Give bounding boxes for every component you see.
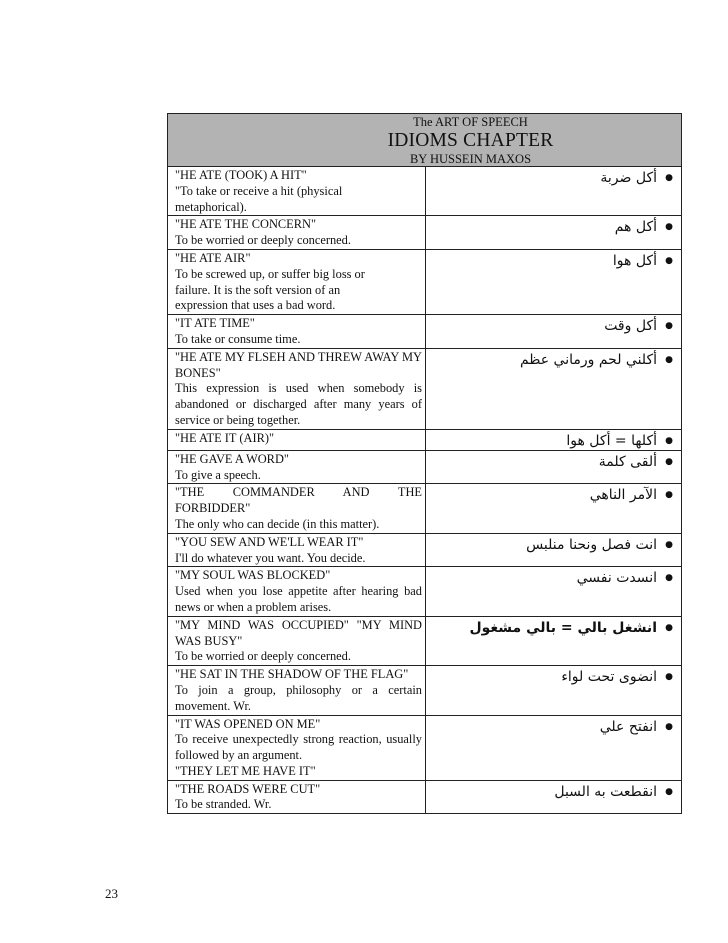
idiom-english-cell [168,249,426,314]
arabic-idiom-line [426,619,681,637]
idiom-row [168,715,681,780]
idiom-arabic-cell [426,429,682,450]
idiom-meaning-text: The only who can decide (in this matter). [175,516,380,531]
idiom-arabic-cell [426,450,682,484]
idiom-arabic-cell [426,348,682,429]
idiom-english-cell [168,666,426,715]
idiom-literal-text: "MY MIND WAS OCCUPIED" "MY MIND WAS BUSY" [175,617,422,648]
arabic-idiom-line [426,218,681,236]
arabic-idiom-text: انضوى تحت لواء [561,669,657,686]
arabic-idiom-line [426,351,681,369]
idiom-english-cell [168,715,426,780]
idiom-meaning-text: To be screwed up, or suffer big loss or [175,266,365,281]
page-number: 23 [105,886,118,901]
idiom-english-cell [168,567,426,616]
idiom-meaning-text: expression that uses a bad word. [175,298,336,313]
idiom-literal-text: "HE ATE THE CONCERN" [175,217,317,232]
idiom-row [168,348,681,429]
arabic-idiom-line [426,486,681,504]
idiom-arabic-cell [426,567,682,616]
idiom-row [168,484,681,533]
idiom-arabic-cell [426,484,682,533]
bullet-icon: ● [665,786,673,797]
idiom-row [168,315,681,349]
idiom-arabic-cell [426,616,682,665]
bullet-icon: ● [665,173,673,183]
idiom-english-cell [168,450,426,484]
idiom-arabic-cell [426,666,682,715]
idiom-meaning-text: To receive unexpectedly strong reaction, usually followed by an argument. [175,732,422,763]
idiom-arabic-cell [426,167,682,216]
idiom-literal-text: "HE GAVE A WORD" [175,451,289,466]
idiom-literal-text: "HE SAT IN THE SHADOW OF THE FLAG" [175,667,409,682]
idiom-literal-text: "YOU SEW AND WE'LL WEAR IT" [175,534,364,549]
idiom-literal-text: "HE ATE AIR" [175,250,251,265]
idiom-english-cell [168,533,426,567]
idiom-english-cell [168,429,426,450]
bullet-icon: ● [665,321,673,332]
idiom-arabic-cell [426,315,682,349]
idiom-meaning-text: To be stranded. Wr. [175,797,272,812]
arabic-idiom-line [426,536,681,554]
idiom-meaning-text: This expression is used when somebody is abandoned or discharged after many years of service or being together. [175,381,422,427]
idiom-arabic-cell [426,216,682,250]
idiom-meaning-text: To give a speech. [175,467,261,482]
idiom-row [168,216,681,250]
arabic-idiom-text: الآمر الناهي [589,487,657,504]
idiom-meaning-text: failure. It is the soft version of an [175,282,341,297]
idiom-literal-text: "HE ATE MY FLSEH AND THREW AWAY MY BONES" [175,349,422,380]
idiom-meaning-text: To join a group, philosophy or a certain movement. Wr. [175,682,422,713]
bullet-icon: ● [665,672,673,683]
idiom-row [168,429,681,450]
idiom-arabic-cell [426,780,682,813]
idioms-table [168,167,681,813]
arabic-idiom-line [426,432,681,450]
arabic-idiom-line [426,317,681,335]
arabic-idiom-line [426,252,681,270]
arabic-idiom-line [426,453,681,471]
idiom-meaning-text: metaphorical). [175,199,247,214]
arabic-idiom-text: انشغل بالي = بالي مشغول [469,619,657,636]
idiom-meaning-text: I'll do whatever you want. You decide. [175,550,366,565]
arabic-idiom-text: انت فصل ونحنا منلبس [526,536,657,553]
arabic-idiom-text: انفتح علي [599,718,657,735]
arabic-idiom-text: أكل هم [614,219,657,236]
arabic-idiom-text: أكل ضربة [600,170,657,186]
idiom-literal-text: "HE ATE (TOOK) A HIT" [175,168,307,182]
arabic-idiom-text: أكل هوا [612,252,657,269]
idiom-meaning-text: To be worried or deeply concerned. [175,649,351,664]
bullet-icon: ● [665,573,673,584]
idiom-english-cell [168,348,426,429]
chapter-title: IDIOMS CHAPTER [387,130,554,151]
bullet-icon: ● [665,456,673,467]
idiom-row [168,666,681,715]
idiom-literal-text: "THE ROADS WERE CUT" [175,781,321,796]
arabic-idiom-text: انقطعت به السبل [554,783,657,800]
idiom-row [168,249,681,314]
idiom-meaning-text: To take or consume time. [175,331,301,346]
idiom-meaning-text: To be worried or deeply concerned. [175,233,351,248]
idiom-row [168,533,681,567]
chapter-header [168,114,681,167]
idiom-literal-text: "IT WAS OPENED ON ME" [175,716,321,731]
book-title: The ART OF SPEECH [413,115,528,129]
idiom-arabic-cell [426,249,682,314]
arabic-idiom-text: انسدت نفسي [576,570,657,587]
bullet-icon: ● [665,721,673,732]
bullet-icon: ● [665,539,673,550]
arabic-idiom-line [426,169,681,187]
arabic-idiom-line [426,718,681,736]
idiom-meaning-text: "THEY LET ME HAVE IT" [175,763,316,778]
idiom-english-cell [168,315,426,349]
bullet-icon: ● [665,222,673,233]
arabic-idiom-text: أكل وقت [604,318,657,335]
idiom-english-cell [168,167,426,216]
idiom-meaning-text: "To take or receive a hit (physical [175,183,343,198]
bullet-icon: ● [665,490,673,501]
bullet-icon: ● [665,435,673,446]
bullet-icon: ● [665,354,673,365]
idiom-row [168,167,681,216]
bullet-icon: ● [665,622,673,633]
idiom-arabic-cell [426,715,682,780]
idiom-literal-text: "HE ATE IT (AIR)" [175,430,275,445]
bullet-icon: ● [665,255,673,266]
idiom-row [168,616,681,665]
arabic-idiom-text: أكلها = أكل هوا [566,432,657,449]
idioms-sheet [167,113,682,814]
arabic-idiom-line [426,783,681,801]
arabic-idiom-text: أكلني لحم ورماني عظم [519,351,657,368]
idiom-english-cell [168,484,426,533]
idiom-literal-text: "IT ATE TIME" [175,316,255,331]
idiom-row [168,780,681,813]
arabic-idiom-text: ألقى كلمة [598,453,657,470]
idiom-meaning-text: Used when you lose appetite after hearing bad news or when a problem arises. [175,584,422,614]
idiom-literal-text: "THE COMMANDER AND THE FORBIDDER" [175,485,422,516]
idiom-arabic-cell [426,533,682,567]
idiom-row [168,450,681,484]
author-line: BY HUSSEIN MAXOS [409,152,532,166]
idiom-english-cell [168,780,426,813]
idiom-literal-text: "MY SOUL WAS BLOCKED" [175,568,331,583]
arabic-idiom-line [426,569,681,587]
idiom-english-cell [168,216,426,250]
idiom-row [168,567,681,616]
arabic-idiom-line [426,668,681,686]
idiom-english-cell [168,616,426,665]
